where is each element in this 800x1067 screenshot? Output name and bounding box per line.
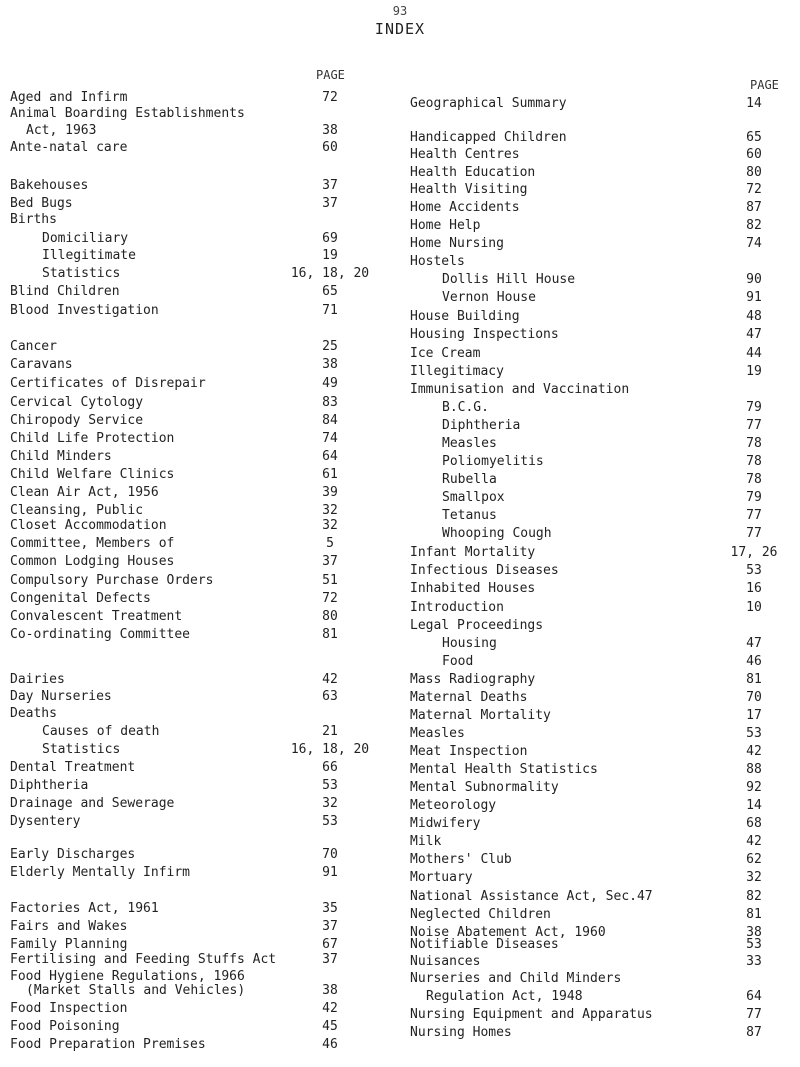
index-entry-text: Day Nurseries [10,689,112,704]
index-entry-text: Dairies [10,672,65,687]
index-entry-text: Fertilising and Feeding Stuffs Act [10,952,277,967]
index-entry-text: Clean Air Act, 1956 [10,485,159,500]
index-entry-page: 32 [322,518,338,533]
index-entry-page: 77 [746,526,762,541]
index-entry-page: 42 [746,834,762,849]
index-entry-text: Ante-natal care [10,140,128,155]
index-entry-text: Whooping Cough [442,526,552,541]
index-entry-text: Nursing Equipment and Apparatus [410,1007,653,1022]
index-entry-page: 48 [746,309,762,324]
index-entry-page: 70 [746,690,762,705]
index-entry-text: Regulation Act, 1948 [426,989,583,1004]
index-entry-page: 78 [746,436,762,451]
index-entry-text: Cancer [10,339,57,354]
index-entry-page: 37 [322,919,338,934]
index-entry-page: 5 [326,536,334,551]
index-entry-page: 67 [322,937,338,952]
index-entry-text: Statistics [42,266,121,281]
index-entry-page: 37 [322,196,338,211]
index-entry-text: Maternal Deaths [410,690,528,705]
index-entry-text: Poliomyelitis [442,454,544,469]
index-entry-page: 64 [322,449,338,464]
index-entry-page: 33 [746,954,762,969]
index-entry-page: 84 [322,413,338,428]
index-entry-text: Nursing Homes [410,1025,512,1040]
index-entry-text: Committee, Members of [10,536,175,551]
index-entry-page: 66 [322,760,338,775]
index-entry-text: Housing Inspections [410,327,559,342]
index-entry-text: Statistics [42,742,121,757]
index-entry-page: 79 [746,490,762,505]
index-entry-page: 77 [746,1007,762,1022]
index-entry-page: 37 [322,554,338,569]
index-entry-text: Early Discharges [10,847,136,862]
index-entry-text: Notifiable Diseases [410,937,559,952]
index-entry-text: Legal Proceedings [410,618,544,633]
index-entry-page: 80 [322,609,338,624]
index-entry-text: Animal Boarding Establishments [10,106,245,121]
index-entry-text: Neglected Children [410,907,551,922]
index-entry-page: 72 [322,90,338,105]
index-entry-text: Food Poisoning [10,1019,120,1034]
index-entry-page: 38 [322,123,338,138]
index-entry-text: Mental Subnormality [410,780,559,795]
index-entry-text: Chiropody Service [10,413,144,428]
index-entry-text: Tetanus [442,508,497,523]
index-entry-text: Closet Accommodation [10,518,167,533]
index-entry-text: Bakehouses [10,178,89,193]
index-entry-text: Housing [442,636,497,651]
index-entry-text: Dollis Hill House [442,272,576,287]
index-entry-text: Aged and Infirm [10,90,128,105]
index-entry-text: Mental Health Statistics [410,762,598,777]
index-entry-text: Immunisation and Vaccination [410,382,630,397]
index-entry-page: 37 [322,178,338,193]
index-entry-text: Illegitimacy [410,364,504,379]
index-entry-text: Meteorology [410,798,497,813]
index-entry-text: Cleansing, Public [10,503,144,518]
index-entry-page: 92 [746,780,762,795]
index-entry-text: Smallpox [442,490,505,505]
index-entry-text: Diphtheria [10,778,89,793]
index-entry-text: Fairs and Wakes [10,919,128,934]
index-entry-text: Home Accidents [410,200,520,215]
index-entry-text: Measles [442,436,497,451]
index-entry-text: Home Help [410,218,481,233]
index-entry-page: 65 [746,130,762,145]
index-entry-page: 91 [322,865,338,880]
index-entry-page: 87 [746,1025,762,1040]
index-entry-page: 32 [322,503,338,518]
index-entry-text: Health Education [410,165,536,180]
index-entry-text: Mothers' Club [410,852,512,867]
index-entry-page: 61 [322,467,338,482]
index-entry-text: Dysentery [10,814,81,829]
index-entry-text: Food Preparation Premises [10,1037,206,1052]
index-entry-text: Cervical Cytology [10,395,144,410]
index-entry-text: Food Hygiene Regulations, 1966 [10,969,245,984]
index-entry-page: 65 [322,284,338,299]
index-entry-text: Drainage and Sewerage [10,796,175,811]
page-column-header-right: PAGE [750,78,779,92]
index-entry-page: 25 [322,339,338,354]
index-entry-page: 69 [322,231,338,246]
index-entry-text: Introduction [410,600,504,615]
index-entry-page: 32 [322,796,338,811]
index-entry-text: National Assistance Act, Sec.47 [410,889,653,904]
index-entry-text: Elderly Mentally Infirm [10,865,191,880]
index-entry-text: Congenital Defects [10,591,151,606]
index-entry-page: 35 [322,901,338,916]
index-entry-text: Dental Treatment [10,760,136,775]
index-entry-page: 19 [322,248,338,263]
index-entry-page: 42 [746,744,762,759]
index-entry-page: 87 [746,200,762,215]
index-title: INDEX [374,20,426,38]
index-entry-page: 38 [322,983,338,998]
index-entry-text: Illegitimate [42,248,136,263]
index-entry-text: (Market Stalls and Vehicles) [26,983,246,998]
index-entry-text: Family Planning [10,937,128,952]
index-entry-text: Vernon House [442,290,536,305]
index-entry-page: 14 [746,96,762,111]
index-entry-page: 72 [322,591,338,606]
index-entry-text: Child Life Protection [10,431,175,446]
index-entry-page: 44 [746,346,762,361]
index-entry-page: 19 [746,364,762,379]
index-entry-page: 53 [746,726,762,741]
index-entry-page: 39 [322,485,338,500]
index-entry-page: 77 [746,508,762,523]
index-entry-page: 82 [746,889,762,904]
index-entry-page: 81 [322,627,338,642]
index-entry-page: 17, 26 [730,545,778,560]
index-entry-text: Geographical Summary [410,96,567,111]
index-entry-page: 38 [746,925,762,940]
index-entry-text: Compulsory Purchase Orders [10,573,214,588]
index-entry-text: Diphtheria [442,418,521,433]
index-entry-page: 38 [322,357,338,372]
index-entry-text: Nuisances [410,954,481,969]
index-entry-page: 81 [746,907,762,922]
index-entry-text: Rubella [442,472,497,487]
index-entry-page: 51 [322,573,338,588]
index-entry-text: Child Minders [10,449,112,464]
index-entry-text: Mortuary [410,870,473,885]
index-entry-text: Handicapped Children [410,130,567,145]
index-entry-page: 83 [322,395,338,410]
index-entry-text: Child Welfare Clinics [10,467,175,482]
index-entry-text: Ice Cream [410,346,481,361]
index-entry-page: 88 [746,762,762,777]
index-entry-page: 91 [746,290,762,305]
index-entry-text: House Building [410,309,520,324]
index-entry-page: 80 [746,165,762,180]
index-entry-page: 37 [322,952,338,967]
index-entry-page: 81 [746,672,762,687]
index-entry-text: Food [442,654,474,669]
index-entry-page: 77 [746,418,762,433]
index-entry-page: 49 [322,376,338,391]
index-entry-page: 90 [746,272,762,287]
index-entry-page: 53 [322,814,338,829]
index-entry-text: Milk [410,834,442,849]
index-entry-text: Noise Abatement Act, 1960 [410,925,606,940]
index-entry-page: 68 [746,816,762,831]
index-entry-text: Convalescent Treatment [10,609,183,624]
index-entry-page: 79 [746,400,762,415]
index-entry-page: 64 [746,989,762,1004]
index-entry-text: Mass Radiography [410,672,536,687]
index-entry-page: 21 [322,724,338,739]
page-column-header-left: PAGE [316,68,345,82]
index-entry-text: Common Lodging Houses [10,554,175,569]
index-entry-text: Meat Inspection [410,744,528,759]
index-entry-page: 42 [322,1001,338,1016]
index-entry-page: 10 [746,600,762,615]
index-entry-page: 60 [322,140,338,155]
index-entry-page: 71 [322,303,338,318]
index-entry-page: 74 [746,236,762,251]
index-entry-page: 74 [322,431,338,446]
index-entry-page: 16 [746,581,762,596]
index-entry-page: 63 [322,689,338,704]
index-entry-page: 45 [322,1019,338,1034]
index-entry-text: Nurseries and Child Minders [410,971,622,986]
index-entry-page: 17 [746,708,762,723]
index-entry-text: Certificates of Disrepair [10,376,206,391]
index-entry-text: Blind Children [10,284,120,299]
index-entry-page: 70 [322,847,338,862]
index-entry-page: 72 [746,182,762,197]
index-entry-page: 82 [746,218,762,233]
index-entry-text: Co-ordinating Committee [10,627,191,642]
index-entry-page: 78 [746,472,762,487]
index-entry-text: Health Centres [410,147,520,162]
index-entry-page: 42 [322,672,338,687]
index-entry-page: 32 [746,870,762,885]
index-entry-page: 47 [746,327,762,342]
index-entry-text: B.C.G. [442,400,489,415]
index-entry-page: 60 [746,147,762,162]
page-number: 93 [392,4,408,18]
index-entry-page: 46 [322,1037,338,1052]
index-entry-text: Food Inspection [10,1001,128,1016]
index-entry-text: Blood Investigation [10,303,159,318]
index-entry-text: Act, 1963 [26,123,97,138]
index-entry-page: 53 [746,563,762,578]
index-entry-text: Infectious Diseases [410,563,559,578]
index-entry-page: 62 [746,852,762,867]
index-entry-text: Domiciliary [42,231,129,246]
index-entry-page: 16, 18, 20 [290,266,370,281]
index-entry-text: Midwifery [410,816,481,831]
index-entry-text: Home Nursing [410,236,504,251]
index-entry-text: Caravans [10,357,73,372]
index-entry-text: Infant Mortality [410,545,536,560]
index-entry-text: Inhabited Houses [410,581,536,596]
index-entry-text: Health Visiting [410,182,528,197]
index-entry-page: 78 [746,454,762,469]
index-entry-text: Deaths [10,706,57,721]
index-entry-text: Factories Act, 1961 [10,901,159,916]
index-entry-text: Bed Bugs [10,196,73,211]
index-entry-text: Causes of death [42,724,160,739]
index-entry-text: Hostels [410,254,465,269]
index-entry-text: Measles [410,726,465,741]
index-entry-page: 53 [322,778,338,793]
index-entry-text: Maternal Mortality [410,708,551,723]
index-entry-text: Births [10,212,57,227]
index-entry-page: 47 [746,636,762,651]
index-entry-page: 14 [746,798,762,813]
index-entry-page: 16, 18, 20 [290,742,370,757]
index-entry-page: 46 [746,654,762,669]
index-entry-page: 53 [746,937,762,952]
